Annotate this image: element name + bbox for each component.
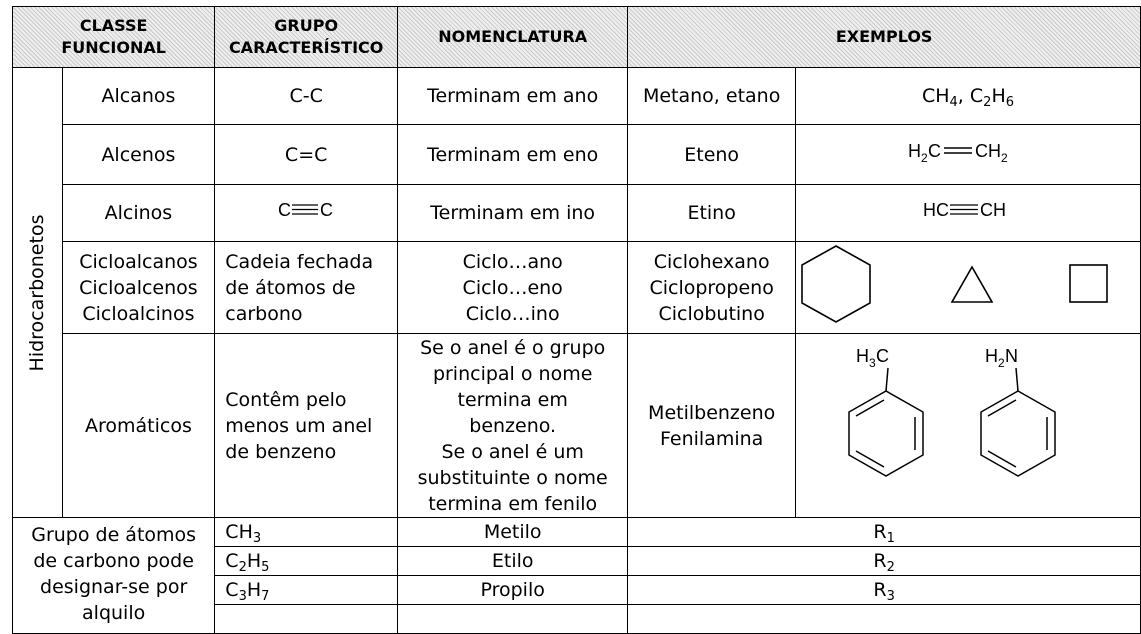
cyclic-structures-svg [798, 242, 1138, 326]
alcinos-name: Alcinos [62, 185, 215, 242]
alcenos-nomenclature: Terminam em eno [398, 125, 628, 185]
row-alcinos [13, 185, 1141, 242]
hidrocarbonetos-label: Hidrocarbonetos [13, 68, 63, 518]
header-exemplos: EXEMPLOS [628, 7, 1141, 68]
svg-text:C: C [875, 346, 889, 366]
row-ciclicos [13, 242, 1141, 334]
etilo-formula: $C_2H_5$ [215, 547, 398, 576]
svg-text:N: N [1004, 346, 1018, 366]
row-aromaticos [13, 334, 1141, 518]
alquilo-cell-empty-3 [628, 605, 1141, 634]
svg-text:2: 2 [997, 356, 1005, 370]
alcinos-group [215, 185, 398, 242]
svg-text:C: C [278, 199, 292, 220]
ciclicos-structures [795, 242, 1140, 334]
alcinos-examples: Etino [628, 185, 796, 242]
alquilo-row-1 [13, 518, 1141, 547]
alquilo-cell-empty-2 [398, 605, 628, 634]
svg-text:2: 2 [1000, 151, 1008, 165]
ciclicos-nomenclature: Ciclo…ano Ciclo…eno Ciclo…ino [398, 242, 628, 334]
alcanos-formula: $CH_4$, $C_2H_6$ [795, 68, 1140, 125]
row-alcanos [13, 68, 1141, 125]
cyclopropene-ring [952, 267, 992, 302]
cyclobutyne-ring [1070, 265, 1107, 302]
aromaticos-group: Contêm pelo menos um anel de benzeno [215, 334, 398, 518]
header-row [13, 7, 1141, 68]
eteno-structure [795, 125, 1140, 185]
svg-text:C: C [927, 141, 941, 161]
svg-text:C: C [320, 199, 334, 220]
r1-label: $R_1$ [628, 518, 1141, 547]
svg-text:3: 3 [868, 356, 876, 370]
alcenos-name: Alcenos [62, 125, 215, 185]
eteno-structure-svg [908, 136, 1028, 166]
row-alcenos [13, 125, 1141, 185]
ciclicos-examples: Ciclohexano Ciclopropeno Ciclobutino [628, 242, 796, 334]
aniline-structure [981, 346, 1055, 476]
alcinos-nomenclature: Terminam em ino [398, 185, 628, 242]
ciclicos-group: Cadeia fechada de átomos de carbono [215, 242, 398, 334]
aromatic-structures-svg [798, 334, 1138, 510]
toluene-structure [849, 346, 923, 476]
etilo-name: Etilo [398, 547, 628, 576]
etino-structure [795, 185, 1140, 242]
propilo-name: Propilo [398, 576, 628, 605]
svg-text:2: 2 [920, 151, 928, 165]
etino-structure-svg [923, 195, 1013, 225]
alquilo-label: Grupo de átomos de carbono pode designar-se por alquilo [13, 518, 215, 634]
alcenos-examples: Eteno [628, 125, 796, 185]
r2-label: $R_2$ [628, 547, 1141, 576]
aromaticos-structures [795, 334, 1140, 518]
svg-text:H: H [855, 346, 869, 366]
svg-text:CH: CH [979, 199, 1006, 220]
alquilo-cell-empty-1 [215, 605, 398, 634]
functional-groups-table [12, 6, 1141, 634]
propilo-formula: $C_3H_7$ [215, 576, 398, 605]
aromaticos-name: Aromáticos [62, 334, 215, 518]
svg-text:H: H [907, 141, 921, 161]
ciclicos-names: Cicloalcanos Cicloalcenos Cicloalcinos [62, 242, 215, 334]
header-grupo-caracteristico: GRUPO CARACTERÍSTICO [215, 7, 398, 68]
alcanos-group: C-C [215, 68, 398, 125]
aromaticos-examples: Metilbenzeno Fenilamina [628, 334, 796, 518]
svg-text:HC: HC [922, 199, 949, 220]
header-nomenclatura: NOMENCLATURA [398, 7, 628, 68]
alcanos-nomenclature: Terminam em ano [398, 68, 628, 125]
cyclohexane-ring [802, 246, 870, 322]
alcenos-group: C=C [215, 125, 398, 185]
header-classe-funcional: CLASSE FUNCIONAL [13, 7, 215, 68]
metilo-name: Metilo [398, 518, 628, 547]
r3-label: $R_3$ [628, 576, 1141, 605]
svg-text:CH: CH [974, 141, 1001, 161]
alcanos-examples: Metano, etano [628, 68, 796, 125]
svg-text:H: H [984, 346, 998, 366]
aromaticos-nomenclature: Se o anel é o grupo principal o nome termina em benzeno. Se o anel é um substituinte o nome termina em fenilo [398, 334, 628, 518]
triple-bond-svg [276, 195, 336, 225]
metilo-formula: $CH_3$ [215, 518, 398, 547]
alcanos-name: Alcanos [62, 68, 215, 125]
